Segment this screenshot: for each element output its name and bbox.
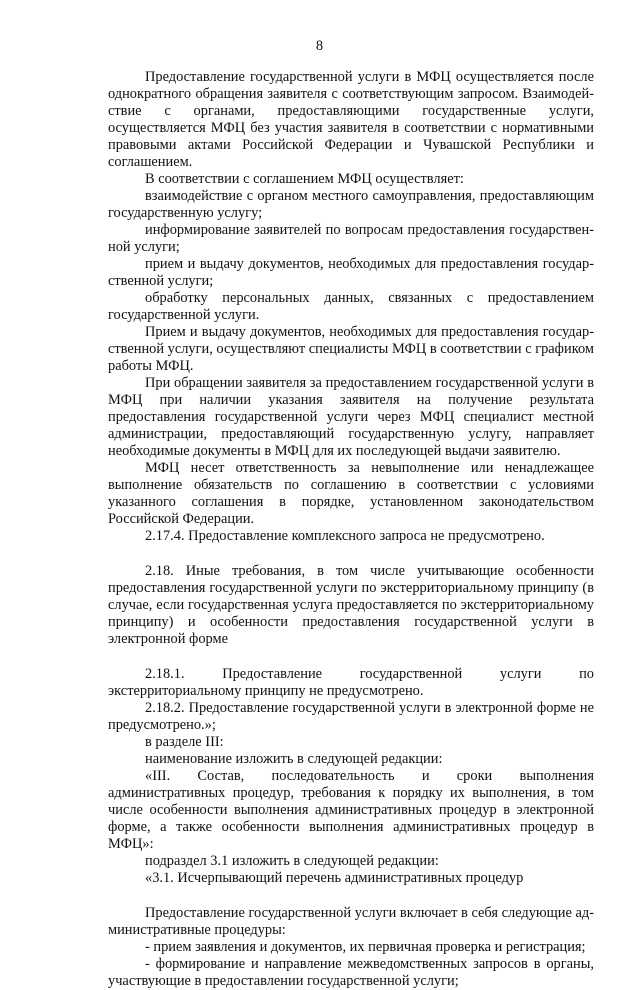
- paragraph-subsection-3-1: подраздел 3.1 изложить в следующей редакции:: [145, 853, 439, 869]
- document-body: [108, 69, 594, 990]
- paragraph-section-iii: в разделе III:: [145, 734, 224, 750]
- paragraph-2-18-2: 2.18.2. Предоставление государственной услуги в электронной форме не предусмотрено.»;: [108, 700, 594, 733]
- list-item-reception: - прием заявления и документов, их первичная проверка и регистрация;: [145, 939, 586, 955]
- paragraph-mfc-responsibility: МФЦ несет ответственность за невыполнение или ненадлежащее выполнение обязательств по соглашению в соответствии с условиями указанного соглашения в порядке, установленном законодательством Российской Федерации.: [108, 460, 594, 527]
- paragraph-procedures-intro: Предоставление государственной услуги включает в себя следующие административные процедуры:: [108, 905, 594, 938]
- list-item-personal-data: обработку персональных данных, связанных с предоставлением государственной услуги.: [108, 290, 594, 323]
- paragraph-reception: Прием и выдачу документов, необходимых для предоставления государственной услуги, осуществляют специалисты МФЦ в соответствии с графиком работы МФЦ.: [108, 324, 594, 374]
- paragraph-2-18-1: 2.18.1. Предоставление государственной услуги по экстерриториальному принципу не предусмотрено.: [108, 666, 594, 699]
- list-item-interagency-requests: - формирование и направление межведомственных запросов в органы, участвующие в предоставлении государственной услуги;: [108, 956, 594, 989]
- section-heading-2-18: 2.18. Иные требования, в том числе учитывающие особенности предоставления государственной услуги по экстерриториальному принципу (в случае, если государственная услуга предоставляется по экстерриториальному принципу) и особенности предоставления государственной услуги в электронной форме: [108, 563, 594, 647]
- paragraph-2-17-4: 2.17.4. Предоставление комплексного запроса не предусмотрено.: [145, 528, 545, 544]
- paragraph-applicant-request: При обращении заявителя за предоставлением государственной услуги в МФЦ при наличии указания заявителя на получение результата предоставления государственной услуги через МФЦ специалист местной администрации, предоставляющий государственную услугу, направляет необходимые документы в МФЦ для их последующей выдачи заявителю.: [108, 375, 594, 459]
- list-item-documents: прием и выдачу документов, необходимых для предоставления государственной услуги;: [108, 256, 594, 289]
- heading-3-1: «3.1. Исчерпывающий перечень административных процедур: [145, 870, 524, 886]
- page-number: 8: [315, 38, 324, 54]
- list-item-interaction: взаимодействие с органом местного самоуправления, предоставляющим государственную услугу;: [108, 188, 594, 221]
- paragraph-mfc-provision: Предоставление государственной услуги в МФЦ осуществляется после однократного обращения заявителя с соответствующим запросом. Взаимодействие с органами, предоставляющими государственные услуги, осуществляется МФЦ без участия заявителя в соответствии с нормативными правовыми актами Российской Федерации и Чувашской Республики и соглашением.: [108, 69, 594, 170]
- paragraph-agreement-intro: В соответствии с соглашением МФЦ осуществляет:: [145, 171, 464, 187]
- list-item-informing: информирование заявителей по вопросам предоставления государственной услуги;: [108, 222, 594, 255]
- paragraph-name-edit: наименование изложить в следующей редакции:: [145, 751, 443, 767]
- paragraph-section-iii-title: «III. Состав, последовательность и сроки выполнения административных процедур, требования к порядку их выполнения, в том числе особенности выполнения административных процедур в электронной форме, а также особенности выполнения административных процедур в МФЦ»:: [108, 768, 594, 852]
